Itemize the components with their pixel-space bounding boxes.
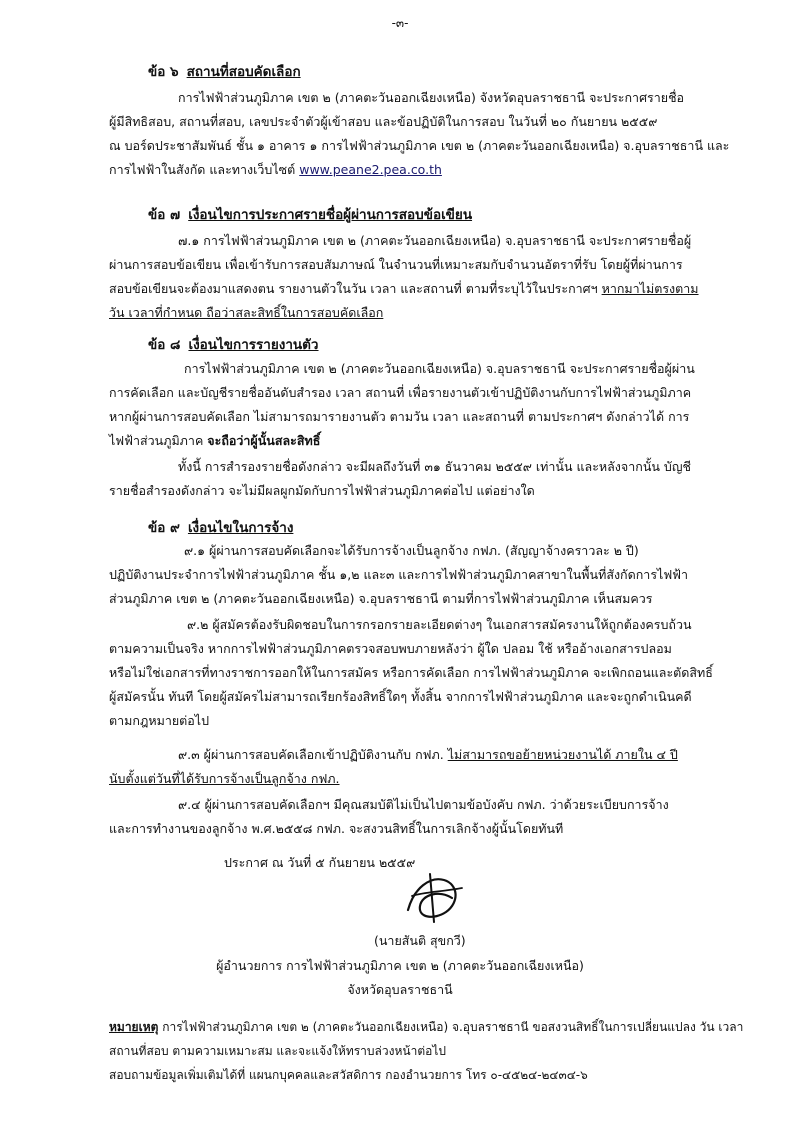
section-9-2-line-3: หรือไม่ใช่เอกสารที่ทางราชการออกให้ในการสมัคร หรือการคัดเลือก การไฟฟ้าส่วนภูมิภาค จะเพิกถอนและตัดสิทธิ์ [109,665,713,680]
section-7-title: เงื่อนไขการประกาศรายชื่อผู้ผ่านการสอบข้อเขียน [188,207,473,223]
announce-date: ประกาศ ณ วันที่ ๕ กันยายน ๒๕๕๙ [224,855,416,870]
section-6-number: ข้อ ๖ [148,64,179,80]
signature-mark [400,870,470,925]
section-8-reserve-line-1: ทั้งนี้ การสำรองรายชื่อดังกล่าว จะมีผลถึงวันที่ ๓๑ ธันวาคม ๒๕๕๙ เท่านั้น และหลังจากนั้น บัญชี [178,459,691,474]
section-8-title: เงื่อนไขการรายงานตัว [188,337,319,353]
section-9-1-line-3: ส่วนภูมิภาค เขต ๒ (ภาคตะวันออกเฉียงเหนือ) จ.อุบลราชธานี ตามที่การไฟฟ้าส่วนภูมิภาค เห็นสมควร [109,591,653,606]
section-9-heading [148,516,293,538]
section-6-title: สถานที่สอบคัดเลือก [186,64,301,80]
section-8-reserve-line-2: รายชื่อสำรองดังกล่าว จะไม่มีผลผูกมัดกับการไฟฟ้าส่วนภูมิภาคต่อไป แต่อย่างใด [109,483,535,498]
section-7-line-3-text: สอบข้อเขียนจะต้องมาแสดงตน รายงานตัวในวัน เวลา และสถานที่ ตามที่ระบุไว้ในประกาศฯ [109,281,602,296]
section-9-3-restriction: ไม่สามารถขอย้ายหน่วยงานได้ ภายใน ๔ ปี [447,747,678,762]
section-7-line-2: ผ่านการสอบข้อเขียน เพื่อเข้ารับการสอบสัมภาษณ์ ในจำนวนที่เหมาะสมกับจำนวนอัตราที่รับ โดยผู้ที่ผ่านการ [109,257,683,272]
section-7-line-3 [109,280,699,298]
section-8-line-1: การไฟฟ้าส่วนภูมิภาค เขต ๒ (ภาคตะวันออกเฉียงเหนือ) จ.อุบลราชธานี จะประกาศรายชื่อผู้ผ่าน [184,361,695,376]
signer-position: ผู้อำนวยการ การไฟฟ้าส่วนภูมิภาค เขต ๒ (ภาคตะวันออกเฉียงเหนือ) [216,958,584,973]
section-8-line-3: หากผู้ผ่านการสอบคัดเลือก ไม่สามารถมารายงานตัว ตามวัน เวลา และสถานที่ ตามประกาศฯ ดังกล่าวได้ การ [109,409,690,424]
section-9-number: ข้อ ๙ [148,520,180,536]
section-9-2-line-2: ตามความเป็นจริง หากการไฟฟ้าส่วนภูมิภาคตรวจสอบพบภายหลังว่า ผู้ใด ปลอม ใช้ หรืออ้างเอกสารปลอม [109,641,672,656]
section-7-number: ข้อ ๗ [148,207,181,223]
section-9-3-line-1 [178,746,678,764]
section-9-3-line-2: นับตั้งแต่วันที่ได้รับการจ้างเป็นลูกจ้าง กฟภ. [109,771,340,786]
website-link[interactable]: www.peane2.pea.co.th [299,162,442,177]
section-6-line-4-text: การไฟฟ้าในสังกัด และทางเว็บไซต์ [109,162,300,177]
section-6-line-4 [109,161,442,179]
note-line-1 [109,1018,743,1036]
section-9-1-line-1: ๙.๑ ผู้ผ่านการสอบคัดเลือกจะได้รับการจ้างเป็นลูกจ้าง กฟภ. (สัญญาจ้างคราวละ ๒ ปี) [184,543,639,558]
note-line-3: สอบถามข้อมูลเพิ่มเติมได้ที่ แผนกบุคคลและสวัสดิการ กองอำนวยการ โทร ๐-๔๕๒๔-๒๔๓๔-๖ [109,1068,588,1082]
note-line-1-text: การไฟฟ้าส่วนภูมิภาค เขต ๒ (ภาคตะวันออกเฉียงเหนือ) จ.อุบลราชธานี ขอสงวนสิทธิ์ในการเปลี่ยนแปลง วัน เวลา [158,1020,744,1034]
note-line-2: สถานที่สอบ ตามความเหมาะสม และจะแจ้งให้ทราบล่วงหน้าต่อไป [109,1044,446,1058]
section-6-line-2: ผู้มีสิทธิสอบ, สถานที่สอบ, เลขประจำตัวผู้เข้าสอบ และข้อปฏิบัติในการสอบ ในวันที่ ๒๐ กันยายน ๒๕๕๙ [109,114,658,129]
section-7-line-1: ๗.๑ การไฟฟ้าส่วนภูมิภาค เขต ๒ (ภาคตะวันออกเฉียงเหนือ) จ.อุบลราชธานี จะประกาศรายชื่อผู้ [178,233,692,248]
section-7-warning-start: หากมาไม่ตรงตาม [601,281,699,296]
section-9-4-line-2: และการทำงานของลูกจ้าง พ.ศ.๒๕๕๘ กฟภ. จะสงวนสิทธิ์ในการเลิกจ้างผู้นั้นโดยทันที [109,821,564,836]
section-9-title: เงื่อนไขในการจ้าง [187,520,294,536]
section-8-line-4-text: ไฟฟ้าส่วนภูมิภาค [109,433,208,448]
section-6-line-3: ณ บอร์ดประชาสัมพันธ์ ชั้น ๑ อาคาร ๑ การไฟฟ้าส่วนภูมิภาค เขต ๒ (ภาคตะวันออกเฉียงเหนือ) จ.อุบลราชธานี และ [109,138,730,153]
section-7-heading [148,203,472,225]
section-9-1-line-2: ปฏิบัติงานประจำการไฟฟ้าส่วนภูมิภาค ชั้น ๑,๒ และ๓ และการไฟฟ้าส่วนภูมิภาคสาขาในพื้นที่สังกัดการไฟฟ้า [109,567,689,582]
signer-province: จังหวัดอุบลราชธานี [347,982,453,997]
section-9-2-line-5: ตามกฎหมายต่อไป [109,713,210,728]
signer-name: (นายสันติ สุขกวี) [374,933,466,948]
section-8-line-4 [109,432,320,450]
section-8-number: ข้อ ๘ [148,337,181,353]
section-8-line-2: การคัดเลือก และบัญชีรายชื่ออันดับสำรอง เวลา สถานที่ เพื่อรายงานตัวเข้าปฏิบัติงานกับการไฟฟ้าส่วนภูมิภาค [109,385,692,400]
section-8-heading [148,333,319,355]
section-9-4-line-1: ๙.๔ ผู้ผ่านการสอบคัดเลือกฯ มีคุณสมบัติไม่เป็นไปตามข้อบังคับ กฟภ. ว่าด้วยระเบียบการจ้าง [178,797,669,812]
section-8-forfeit: จะถือว่าผู้นั้นสละสิทธิ์ [207,433,321,448]
section-6-line-1: การไฟฟ้าส่วนภูมิภาค เขต ๒ (ภาคตะวันออกเฉียงเหนือ) จังหวัดอุบลราชธานี จะประกาศรายชื่อ [178,90,685,105]
section-9-2-line-1: ๙.๒ ผู้สมัครต้องรับผิดชอบในการกรอกรายละเอียดต่างๆ ในเอกสารสมัครงานให้ถูกต้องครบถ้วน [187,617,692,632]
section-9-2-line-4: ผู้สมัครนั้น ทันที โดยผู้สมัครไม่สามารถเรียกร้องสิทธิ์ใดๆ ทั้งสิ้น จากการไฟฟ้าส่วนภูมิภาค และจะถูกดำเนินคดี [109,689,692,704]
section-6-heading [148,60,301,82]
section-7-warning-end: วัน เวลาที่กำหนด ถือว่าสละสิทธิ์ในการสอบคัดเลือก [109,305,384,320]
section-9-3-text: ๙.๓ ผู้ผ่านการสอบคัดเลือกเข้าปฏิบัติงานกับ กฟภ. [178,747,448,762]
page-number: -๓- [391,16,409,30]
note-label: หมายเหตุ [109,1020,159,1034]
